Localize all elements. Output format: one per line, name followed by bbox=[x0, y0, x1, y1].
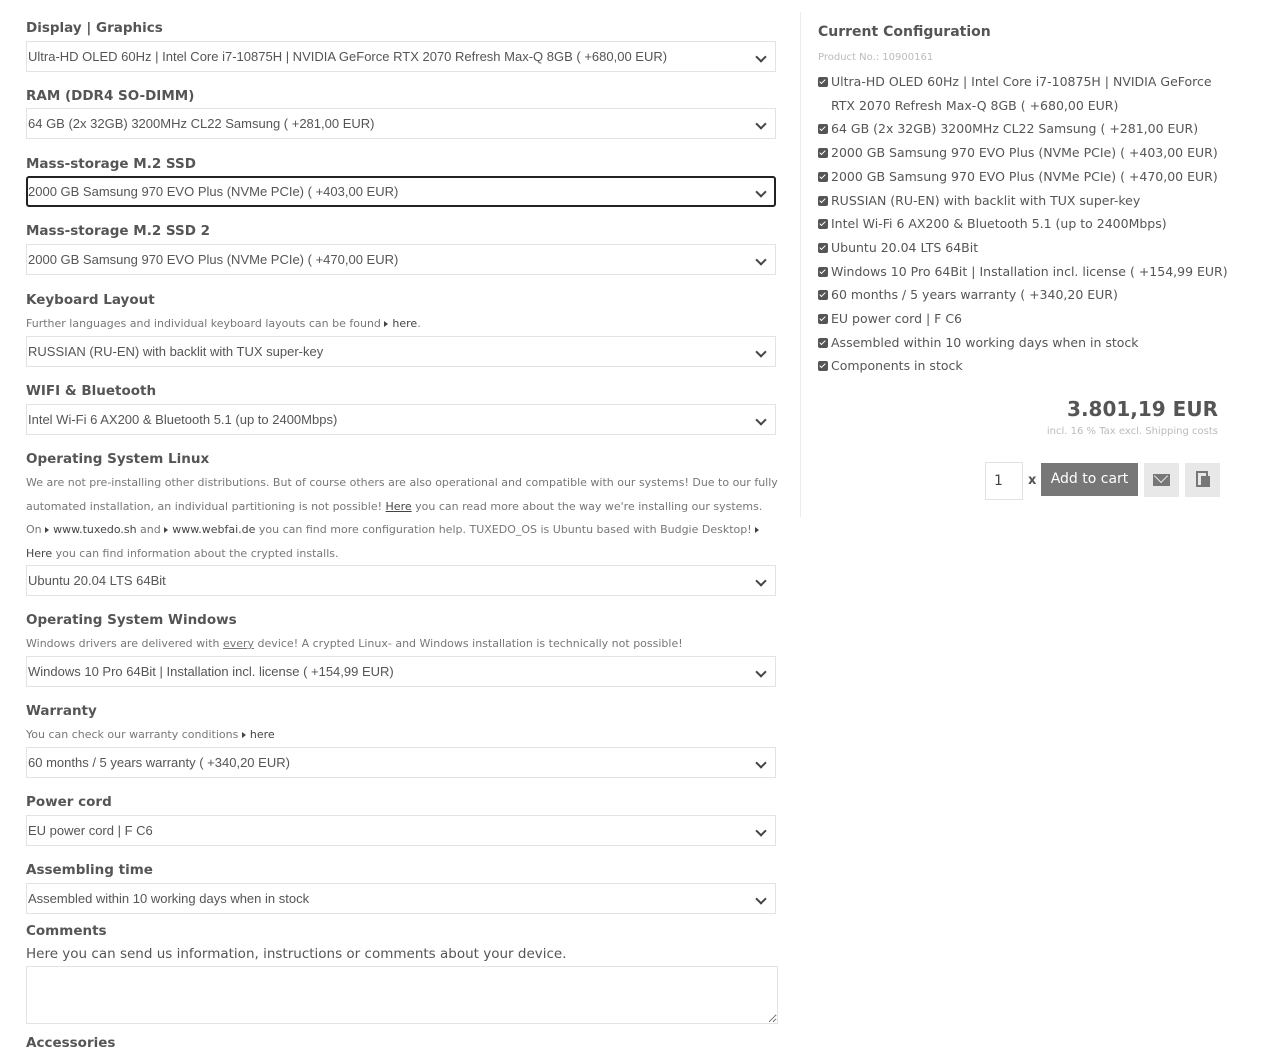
crypted-installs-link[interactable]: Here bbox=[26, 523, 763, 560]
quantity-multiplier: x bbox=[1028, 473, 1037, 488]
ssd2-select[interactable]: 2000 GB Samsung 970 EVO Plus (NVMe PCIe) ( +470,00 EUR) bbox=[26, 244, 776, 275]
ram-label: RAM (DDR4 SO-DIMM) bbox=[26, 88, 195, 104]
checkbox-checked-icon bbox=[818, 361, 828, 371]
accessories-label: Accessories bbox=[26, 1035, 116, 1051]
checkbox-checked-icon bbox=[818, 172, 828, 182]
product-number: Product No.: 10900161 bbox=[818, 52, 934, 63]
email-button[interactable] bbox=[1144, 463, 1179, 497]
ram-select[interactable]: 64 GB (2x 32GB) 3200MHz CL22 Samsung ( +281,00 EUR) bbox=[26, 108, 776, 139]
checkbox-checked-icon bbox=[818, 290, 828, 300]
list-item: Ultra-HD OLED 60Hz | Intel Core i7-10875H | NVIDIA GeForce RTX 2070 Refresh Max-Q 8GB ( +680,00 EUR) bbox=[818, 70, 1230, 117]
warranty-help: You can check our warranty conditions here bbox=[26, 728, 275, 741]
keyboard-layouts-link[interactable]: here bbox=[384, 317, 417, 330]
keyboard-layout-help: Further languages and individual keyboard layouts can be found here. bbox=[26, 317, 421, 330]
checkbox-checked-icon bbox=[818, 267, 828, 277]
keyboard-layout-label: Keyboard Layout bbox=[26, 292, 155, 308]
display-graphics-select[interactable]: Ultra-HD OLED 60Hz | Intel Core i7-10875H | NVIDIA GeForce RTX 2070 Refresh Max-Q 8GB ( +680,00 EUR) bbox=[26, 41, 776, 72]
assembling-time-label: Assembling time bbox=[26, 862, 153, 878]
list-item: 2000 GB Samsung 970 EVO Plus (NVMe PCIe) ( +403,00 EUR) bbox=[818, 141, 1230, 165]
checkbox-checked-icon bbox=[818, 338, 828, 348]
checkbox-checked-icon bbox=[818, 124, 828, 134]
list-item: Components in stock bbox=[818, 354, 1230, 378]
total-price: 3.801,19 EUR bbox=[1067, 397, 1218, 421]
warranty-conditions-link[interactable]: here bbox=[242, 728, 275, 741]
list-item: RUSSIAN (RU-EN) with backlit with TUX super-key bbox=[818, 189, 1230, 213]
checkbox-checked-icon bbox=[818, 196, 828, 206]
wifi-bluetooth-label: WIFI & Bluetooth bbox=[26, 383, 157, 399]
comments-textarea[interactable] bbox=[26, 966, 778, 1024]
quantity-input[interactable]: 1 bbox=[985, 462, 1023, 500]
wifi-bluetooth-select[interactable]: Intel Wi-Fi 6 AX200 & Bluetooth 5.1 (up to 2400Mbps) bbox=[26, 404, 776, 435]
ssd-label: Mass-storage M.2 SSD bbox=[26, 156, 196, 172]
os-linux-label: Operating System Linux bbox=[26, 451, 210, 467]
os-windows-select[interactable]: Windows 10 Pro 64Bit | Installation incl. license ( +154,99 EUR) bbox=[26, 656, 776, 687]
power-cord-label: Power cord bbox=[26, 794, 112, 810]
caret-right-icon bbox=[755, 527, 759, 533]
warranty-select[interactable]: 60 months / 5 years warranty ( +340,20 EUR) bbox=[26, 747, 776, 778]
tuxedo-sh-link[interactable]: www.tuxedo.sh bbox=[45, 523, 136, 536]
os-windows-help: Windows drivers are delivered with every device! A crypted Linux- and Windows installation is technically not possible! bbox=[26, 637, 683, 650]
envelope-icon bbox=[1153, 474, 1170, 486]
clipboard-icon bbox=[1196, 471, 1208, 487]
current-configuration-panel bbox=[800, 12, 1230, 517]
tax-note: incl. 16 % Tax excl. Shipping costs bbox=[1046, 426, 1218, 437]
webfai-link[interactable]: www.webfai.de bbox=[164, 523, 255, 536]
keyboard-layout-select[interactable]: RUSSIAN (RU-EN) with backlit with TUX super-key bbox=[26, 336, 776, 367]
power-cord-select[interactable]: EU power cord | F C6 bbox=[26, 815, 776, 846]
list-item: Assembled within 10 working days when in stock bbox=[818, 331, 1230, 355]
list-item: Ubuntu 20.04 LTS 64Bit bbox=[818, 236, 1230, 260]
list-item: EU power cord | F C6 bbox=[818, 307, 1230, 331]
assembling-time-select[interactable]: Assembled within 10 working days when in stock bbox=[26, 883, 776, 914]
copy-configuration-button[interactable] bbox=[1185, 463, 1220, 497]
os-linux-help: We are not pre-installing other distributions. But of course others are also operational and compatible with our systems! Due to our fully automated installation, an individual partitioning is not possible! Here you can read more about the way we're installing our systems. On www.tuxedo.sh and www.webfai.de you can find more configuration help. TUXEDO_OS is Ubuntu based with Budgie Desktop! Here you can find information about the crypted installs. bbox=[26, 476, 778, 560]
configuration-summary-list bbox=[818, 70, 1230, 378]
display-graphics-label: Display | Graphics bbox=[26, 20, 163, 36]
checkbox-checked-icon bbox=[818, 243, 828, 253]
list-item: 64 GB (2x 32GB) 3200MHz CL22 Samsung ( +281,00 EUR) bbox=[818, 117, 1230, 141]
checkbox-checked-icon bbox=[818, 219, 828, 229]
ssd2-label: Mass-storage M.2 SSD 2 bbox=[26, 223, 211, 239]
comments-label: Comments bbox=[26, 923, 107, 939]
warranty-label: Warranty bbox=[26, 703, 97, 719]
list-item: 60 months / 5 years warranty ( +340,20 EUR) bbox=[818, 283, 1230, 307]
add-to-cart-button[interactable]: Add to cart bbox=[1041, 463, 1138, 496]
install-info-link[interactable]: Here bbox=[385, 499, 412, 513]
checkbox-checked-icon bbox=[818, 148, 828, 158]
ssd-select[interactable]: 2000 GB Samsung 970 EVO Plus (NVMe PCIe) ( +403,00 EUR) bbox=[26, 176, 776, 207]
list-item: 2000 GB Samsung 970 EVO Plus (NVMe PCIe) ( +470,00 EUR) bbox=[818, 165, 1230, 189]
checkbox-checked-icon bbox=[818, 314, 828, 324]
list-item: Intel Wi-Fi 6 AX200 & Bluetooth 5.1 (up to 2400Mbps) bbox=[818, 212, 1230, 236]
caret-right-icon bbox=[384, 321, 388, 327]
checkbox-checked-icon bbox=[818, 77, 828, 87]
caret-right-icon bbox=[45, 527, 49, 533]
comments-description: Here you can send us information, instructions or comments about your device. bbox=[26, 946, 567, 962]
caret-right-icon bbox=[164, 527, 168, 533]
current-configuration-title: Current Configuration bbox=[818, 24, 991, 40]
list-item: Windows 10 Pro 64Bit | Installation incl. license ( +154,99 EUR) bbox=[818, 260, 1230, 284]
caret-right-icon bbox=[242, 732, 246, 738]
os-linux-select[interactable]: Ubuntu 20.04 LTS 64Bit bbox=[26, 565, 776, 596]
os-windows-label: Operating System Windows bbox=[26, 612, 237, 628]
